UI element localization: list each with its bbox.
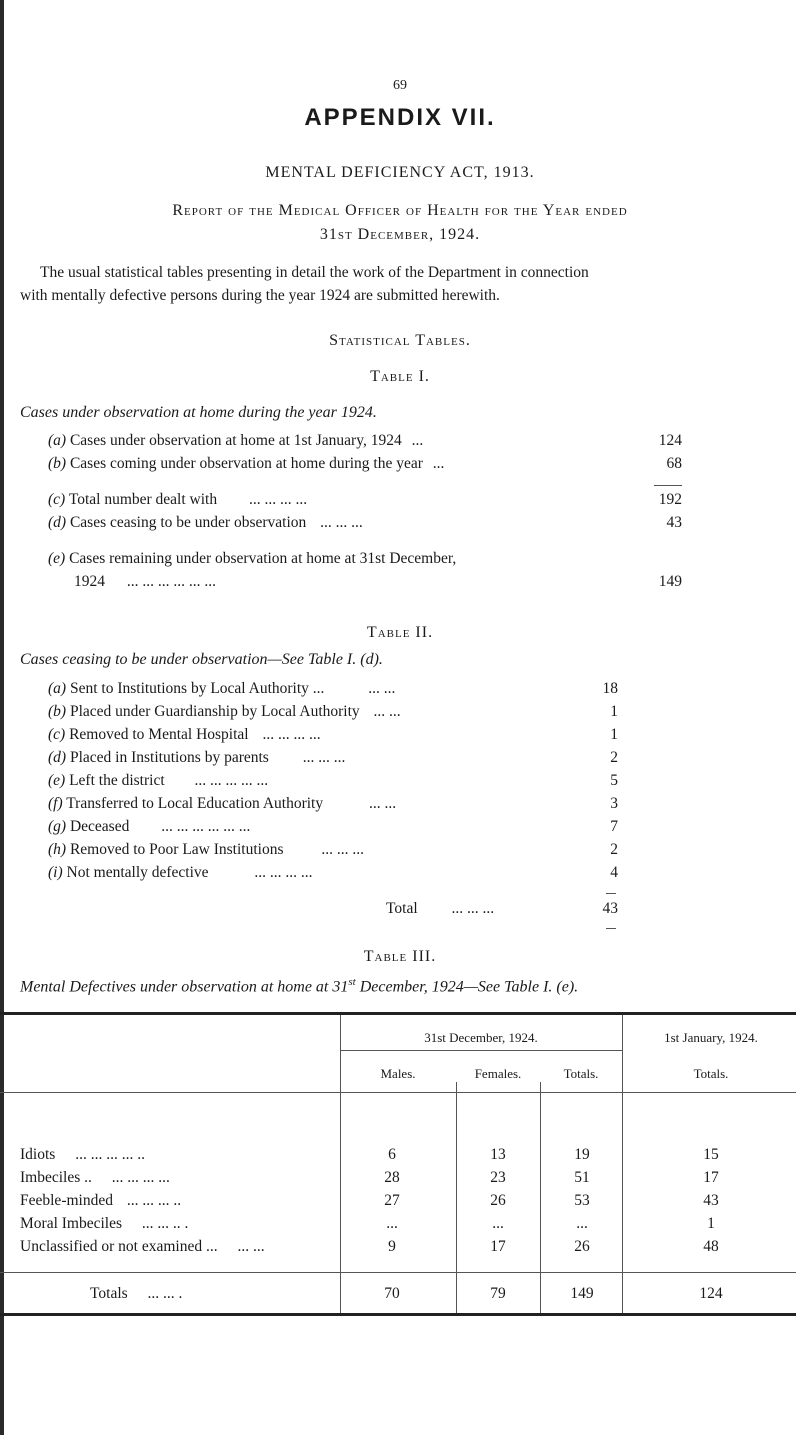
table3-header-rule xyxy=(340,1050,622,1051)
table2-heading: Table II. xyxy=(366,624,434,641)
table2-value-g: 7 xyxy=(610,818,618,835)
table3-subheader-rule xyxy=(0,1092,796,1093)
table1-row-b: (b) Cases coming under observation at home during the year ... xyxy=(48,455,445,472)
table3-row-moral-imbeciles: Moral Imbeciles ... ... .. . xyxy=(20,1215,189,1232)
table3-total-cell: 124 xyxy=(699,1285,723,1302)
table1-row-e-cont: 1924 ... ... ... ... ... ... xyxy=(74,573,216,590)
table2-total-row: Total ... ... ... xyxy=(386,900,495,917)
table3-cell: 13 xyxy=(490,1146,506,1163)
table3-totals-header: Totals. xyxy=(563,1066,599,1081)
table3-cell: 1 xyxy=(707,1215,715,1232)
table3-caption: Mental Defectives under observation at home at 31st December, 1924—See Table I. (e). xyxy=(20,976,579,996)
table2-row-h: (h) Removed to Poor Law Institutions ... ... ... xyxy=(48,841,364,858)
table3-jan-totals-header: Totals. xyxy=(693,1066,729,1081)
report-title: Report of the Medical Officer of Health for the Year ended xyxy=(172,202,628,219)
table2-row-f: (f) Transferred to Local Education Authority ... ... xyxy=(48,795,397,812)
page-number: 69 xyxy=(393,78,407,93)
table2-value-i: 4 xyxy=(610,864,618,881)
table3-cell: 9 xyxy=(388,1238,396,1255)
table2-caption: Cases ceasing to be under observation—See Table I. (d). xyxy=(20,651,383,668)
table1-row-c: (c) Total number dealt with ... ... ... ... xyxy=(48,491,308,508)
table2-row-b: (b) Placed under Guardianship by Local Authority ... ... xyxy=(48,703,401,720)
table3-cell: ... xyxy=(492,1215,504,1232)
table1-row-e: (e) Cases remaining under observation at home at 31st December, xyxy=(48,550,457,567)
table3-females-header: Females. xyxy=(474,1066,522,1081)
table3-heading: Table III. xyxy=(363,948,437,965)
table2-row-c: (c) Removed to Mental Hospital ... ... ... ... xyxy=(48,726,321,743)
table3-vline-1 xyxy=(340,1015,341,1315)
table2-rule-bottom xyxy=(606,928,616,929)
table2-value-d: 2 xyxy=(610,749,618,766)
table2-value-e: 5 xyxy=(610,772,618,789)
table1-sum-rule xyxy=(654,485,682,486)
intro-paragraph-line1: The usual statistical tables presenting in detail the work of the Department in connection xyxy=(40,264,589,281)
table3-row-feeble-minded: Feeble-minded ... ... ... .. xyxy=(20,1192,182,1209)
table1-value-d: 43 xyxy=(666,514,682,531)
table3-cell: 48 xyxy=(703,1238,719,1255)
table3-cell: ... xyxy=(576,1215,588,1232)
table3-vline-4 xyxy=(540,1082,541,1315)
table2-row-i: (i) Not mentally defective ... ... ... ... xyxy=(48,864,313,881)
table3-bottom-rule xyxy=(0,1313,796,1316)
table1-value-c: 192 xyxy=(658,491,682,508)
table3-vline-2 xyxy=(622,1015,623,1315)
table3-cell: 27 xyxy=(384,1192,400,1209)
table3-totals-row: Totals ... ... . xyxy=(90,1285,183,1302)
table2-row-e: (e) Left the district ... ... ... ... ... xyxy=(48,772,269,789)
table1-row-a: (a) Cases under observation at home at 1st January, 1924 ... xyxy=(48,432,424,449)
table2-total-value: 43 xyxy=(602,900,618,917)
table1-row-d: (d) Cases ceasing to be under observation ... ... ... xyxy=(48,514,363,531)
table3-cell: 26 xyxy=(574,1238,590,1255)
table1-value-e: 149 xyxy=(658,573,682,590)
table2-value-b: 1 xyxy=(610,703,618,720)
table2-row-a: (a) Sent to Institutions by Local Authority ... ... ... xyxy=(48,680,396,697)
table3-totals-rule xyxy=(0,1272,796,1273)
report-date: 31st December, 1924. xyxy=(319,226,481,243)
table2-row-g: (g) Deceased ... ... ... ... ... ... xyxy=(48,818,251,835)
table3-cell: 26 xyxy=(490,1192,506,1209)
table2-value-h: 2 xyxy=(610,841,618,858)
table3-total-cell: 79 xyxy=(490,1285,506,1302)
table3-males-header: Males. xyxy=(380,1066,416,1081)
table3-cell: 6 xyxy=(388,1146,396,1163)
table3-cell: 23 xyxy=(490,1169,506,1186)
table1-value-b: 68 xyxy=(666,455,682,472)
table3-cell: 43 xyxy=(703,1192,719,1209)
table3-total-cell: 70 xyxy=(384,1285,400,1302)
act-title: MENTAL DEFICIENCY ACT, 1913. xyxy=(265,164,535,181)
appendix-title: APPENDIX VII. xyxy=(304,104,496,131)
table3-row-idiots: Idiots ... ... ... ... .. xyxy=(20,1146,145,1163)
table2-value-f: 3 xyxy=(610,795,618,812)
table3-top-rule xyxy=(0,1012,796,1015)
table3-cell: 17 xyxy=(490,1238,506,1255)
table1-caption: Cases under observation at home during the year 1924. xyxy=(20,404,377,421)
table3-cell: 15 xyxy=(703,1146,719,1163)
table3-cell: 28 xyxy=(384,1169,400,1186)
table2-rule-top xyxy=(606,893,616,894)
table1-heading: Table I. xyxy=(370,368,430,385)
intro-paragraph-line2: with mentally defective persons during the year 1924 are submitted herewith. xyxy=(20,287,500,304)
table3-cell: 53 xyxy=(574,1192,590,1209)
table3-group-header: 31st December, 1924. xyxy=(424,1030,538,1045)
table3-cell: 51 xyxy=(574,1169,590,1186)
statistical-tables-heading: Statistical Tables. xyxy=(329,332,471,349)
table2-value-a: 18 xyxy=(602,680,618,697)
table3-vline-3 xyxy=(456,1082,457,1315)
table1-value-a: 124 xyxy=(658,432,682,449)
table2-row-d: (d) Placed in Institutions by parents ... ... ... xyxy=(48,749,346,766)
table3-cell: 19 xyxy=(574,1146,590,1163)
table3-row-unclassified: Unclassified or not examined ... ... ... xyxy=(20,1238,265,1255)
table3-row-imbeciles: Imbeciles .. ... ... ... ... xyxy=(20,1169,170,1186)
table3-cell: ... xyxy=(386,1215,398,1232)
table2-value-c: 1 xyxy=(610,726,618,743)
table3-cell: 17 xyxy=(703,1169,719,1186)
table3-jan-header: 1st January, 1924. xyxy=(664,1030,758,1045)
table3-total-cell: 149 xyxy=(570,1285,594,1302)
